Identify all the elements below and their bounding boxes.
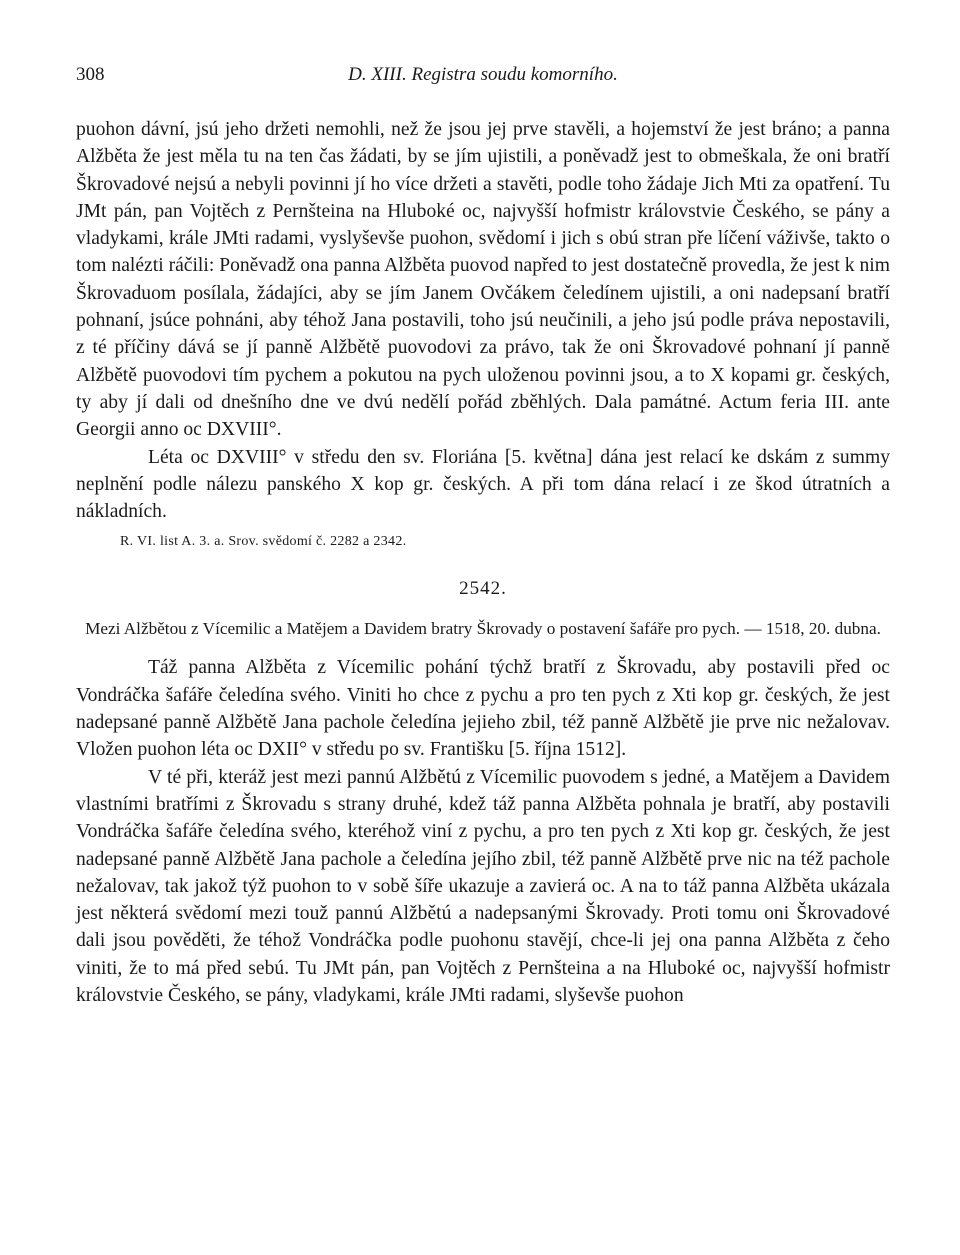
entry-2542-paragraph-1: Táž panna Alžběta z Vícemilic pohání týchž bratří z Škrovadu, aby postavili před oc Vondráčka šafáře čeledína svého. Viniti ho chce z pychu a pro ten pych z Xti kop gr. českých, že jest nadepsané panně Alžbětě Jana pachole čeledína jejieho zbil, též panně Alžbětě jie prve nic nežalovav. Vložen puohon léta oc DXII° v středu po sv. Františku [5. října 1512]. (76, 657, 890, 761)
document-page (76, 64, 890, 1009)
running-title: D. XIII. Registra soudu komorního. (348, 64, 618, 85)
entry-2541-paragraph-2: Léta oc DXVIII° v středu den sv. Floriána [5. května] dána jest relací ke dskám z summy neplnění podle nálezu panského X kop gr. českých. A při tom dána relací i ze škod útratních a nákladních. (76, 446, 890, 523)
entry-2542-number: 2542. (459, 578, 507, 600)
running-header (76, 64, 890, 94)
entry-2542-heading: Mezi Alžbětou z Vícemilic a Matějem a Davidem bratry Škrovady o postavení šafáře pro pych. — 1518, 20. dubna. (85, 619, 881, 639)
page-number: 308 (76, 64, 105, 85)
entry-2542-paragraph-2: V té při, kteráž jest mezi pannú Alžbětú z Vícemilic puovodem s jedné, a Matějem a Davidem vlastními bratřími z Škrovadu s strany druhé, kdež táž panna Alžběta pohnala je bratří, aby postavili Vondráčka šafáře čeledína svého, kteréhož viní z pychu, a pro ten pych z Xti kop gr. českých, že jest nadepsané panně Alžbětě Jana pachole a čeledína jejího zbil, též panně Alžbětě prve nic na též pachole nežalovav, tak jakož týž puohon to v sobě šíře ukazuje a zavierá oc. A na to táž panna Alžběta ukázala jest některá svědomí mezi touž pannú Alžbětú a nadepsanými Škrovady. Proti tomu oni Škrovadové dali jsou pověděti, že téhož Vondráčka podle puohonu stavějí, chce-li jej ona panna Alžběta z čeho viniti, že to má před sebú. Tu JMt pán, pan Vojtěch z Pernšteina a na Hluboké oc, najvyšší hofmistr královstvie Českého, se pány, vladykami, krále JMti radami, slyševše puohon (76, 766, 890, 1007)
entry-2541-source-note: R. VI. list A. 3. a. Srov. svědomí č. 2282 a 2342. (120, 534, 407, 550)
entry-2541-paragraph-1: puohon dávní, jsú jeho držeti nemohli, než že jsou jej prve stavěli, a hojemství že jest bráno; a panna Alžběta že jest měla tu na ten čas žádati, by se jím ujistili, a poněvadž jest to obmeškala, že oni bratří Škrovadové nejsú a nebyli povinni jí ho více držeti a stavěti, podle toho žádaje Jich Mti za opatření. Tu JMt pán, pan Vojtěch z Pernšteina na Hluboké oc, najvyšší hofmistr královstvie Českého, se pány a vladykami, krále JMti radami, vyslyševše puohon, svědomí i jich s obú stran pře líčení váživše, takto o tom nalézti ráčili: Poněvadž ona panna Alžběta puovod napřed to jest dostatečně provedla, že jest k nim Škrovaduom posílala, žádajíci, aby se jím Janem Ovčákem čeledínem ujistili, a oni nadepsaní bratří pohnaní, jsúce pohnáni, aby téhož Jana postavili, toho jsú neučinili, a jeho jsú podle práva nepostavili, z té příčiny dává se jí panně Alžbětě puovodovi za právo, tak že oni Škrovadové pohnaní jí panně Alžbětě puovodovi tím pychem a pokutou na pych uloženou povinni jsou, a to X kopami gr. českých, ty aby jí dali od dnešního dne ve dvú nedělí pořád zběhlých. Dala památné. Actum feria III. ante Georgii anno oc DXVIII°. (76, 119, 890, 441)
